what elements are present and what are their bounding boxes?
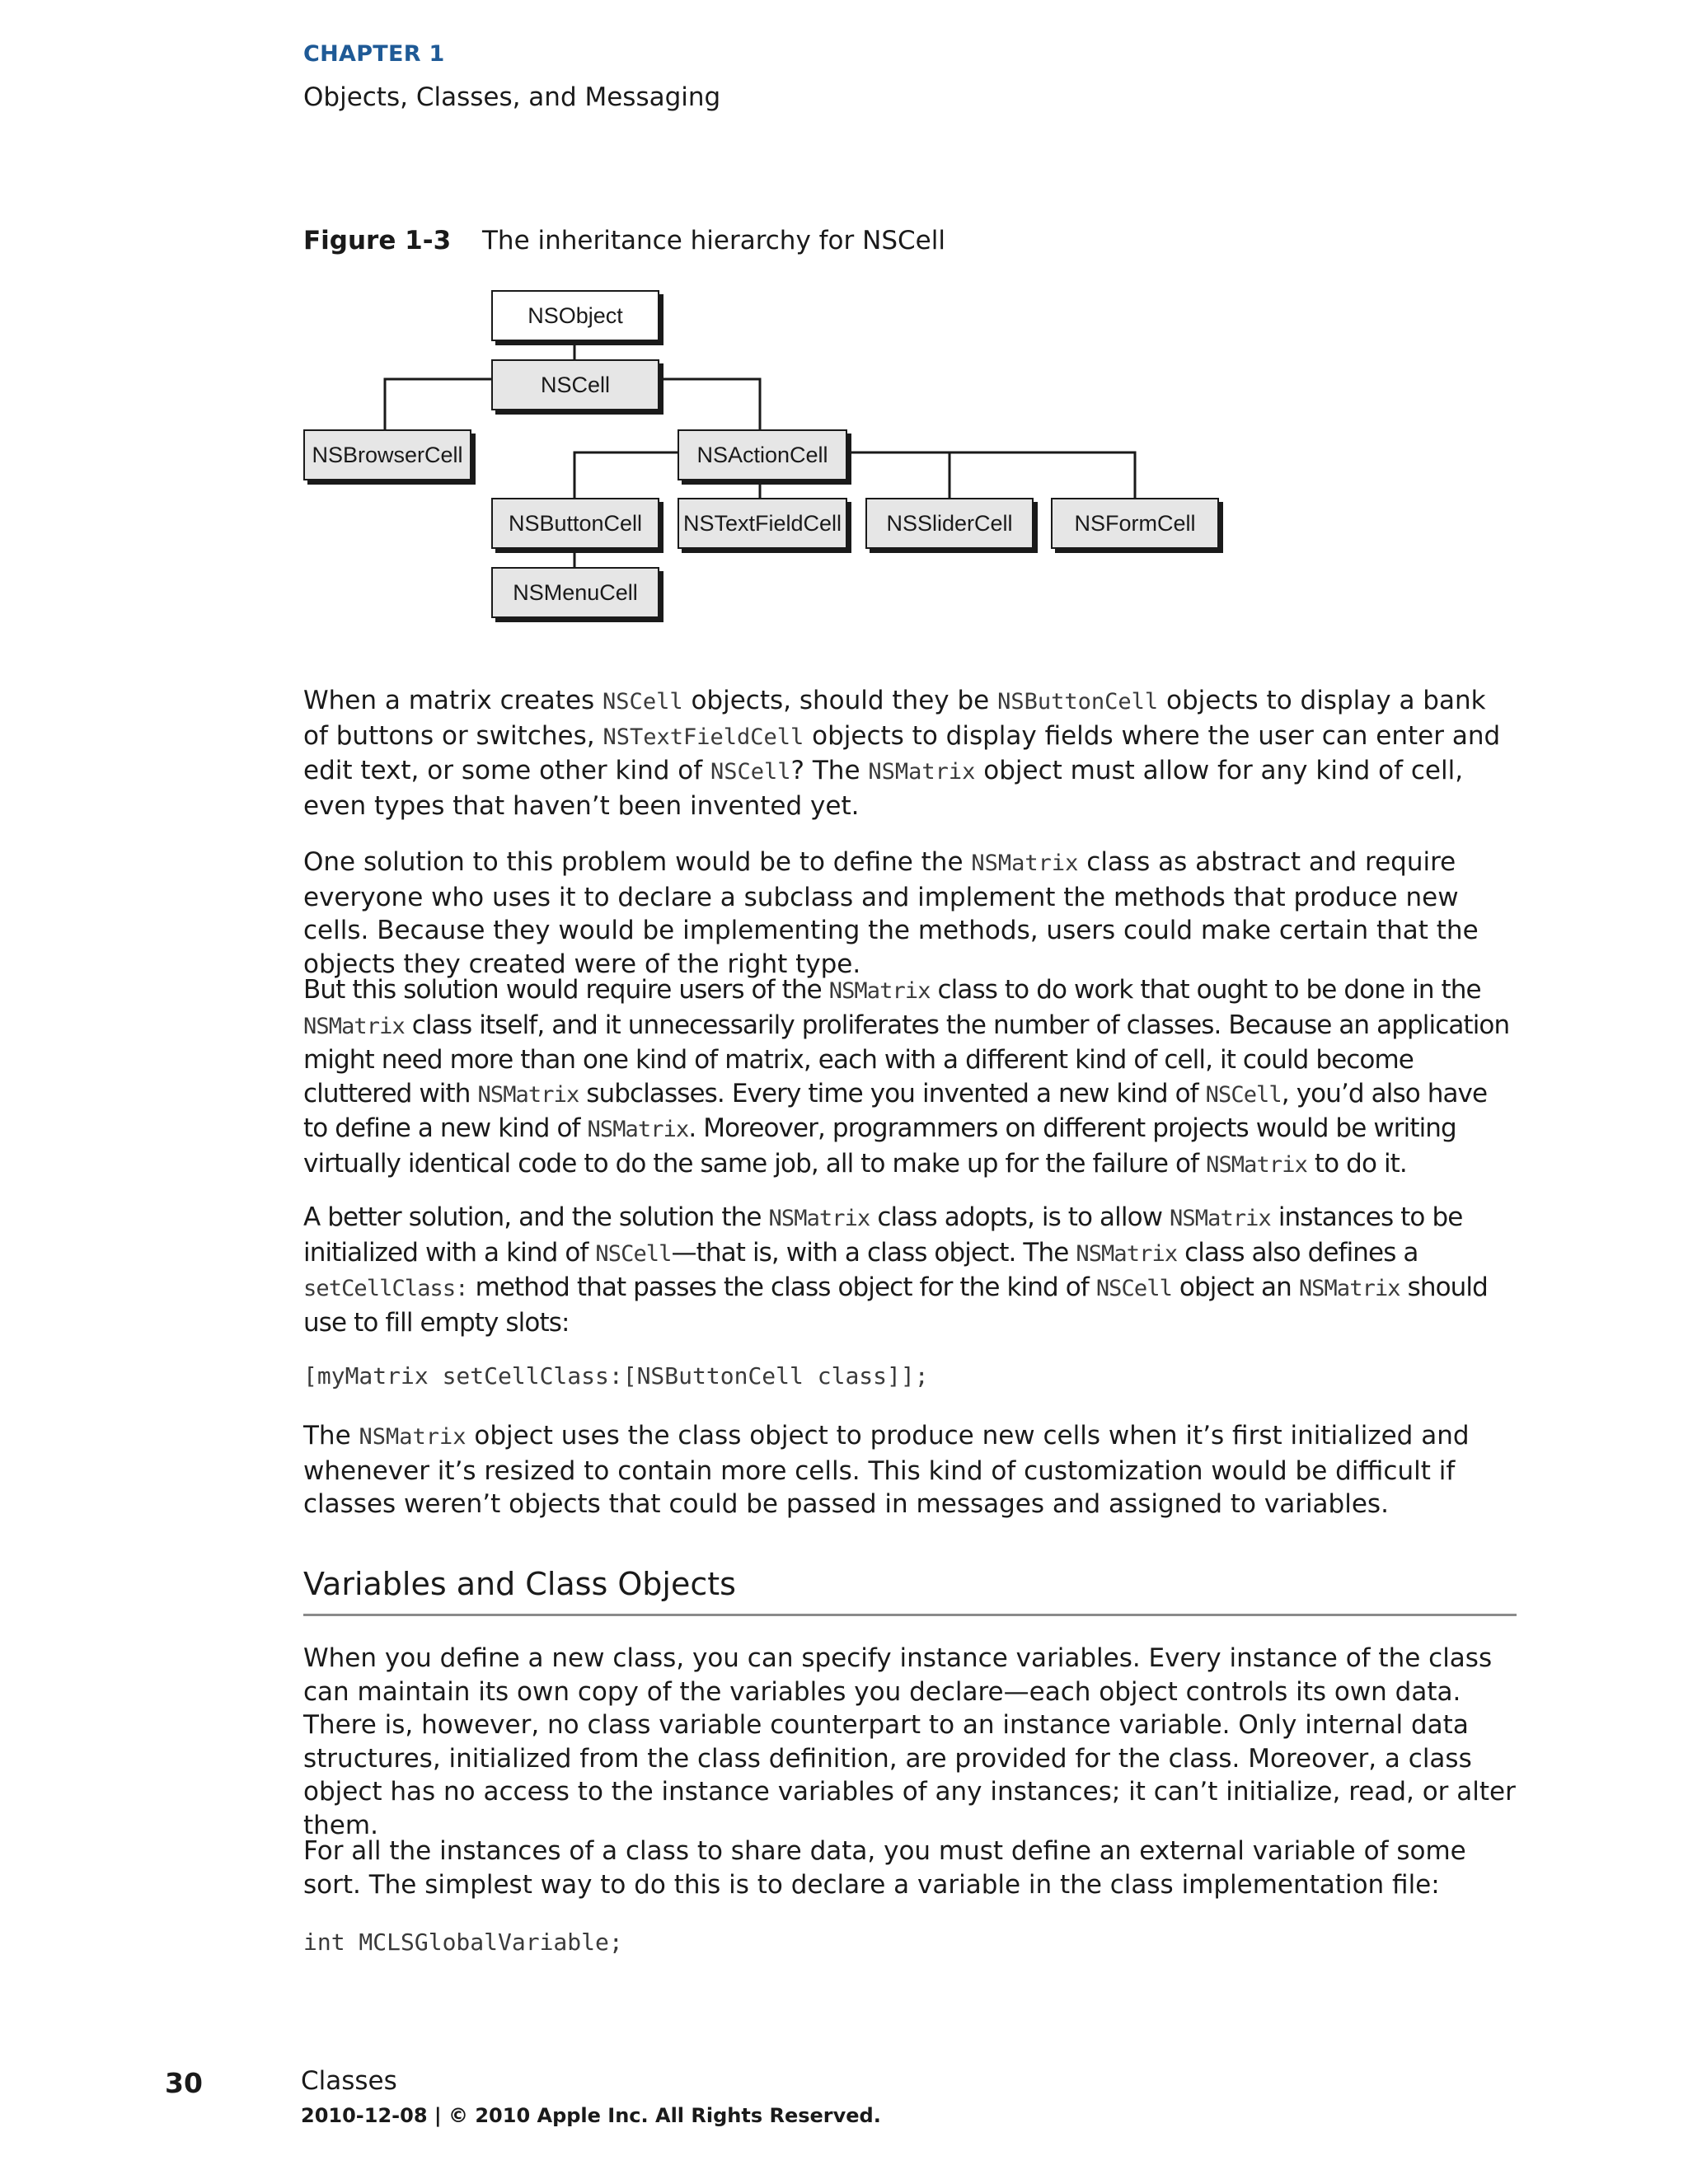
node-nsmenucell: NSMenuCell bbox=[491, 567, 659, 618]
inline-code: NSMatrix bbox=[1076, 1240, 1178, 1267]
inline-code: NSMatrix bbox=[828, 978, 931, 1004]
paragraph-instance-variables: When you define a new class, you can specify instance variables. Every instance of the class can maintain its own copy of the variables you declare—each object controls its own data. There is, however, no class variable counterpart to an instance variable. Only internal data structures, initialized from the class definition, are provided for the class. Moreover, a class object has no access to the instance variables of any instances; it can’t initialize, read, or alter them. bbox=[303, 1643, 1516, 1840]
inline-code: setCellClass: bbox=[303, 1276, 468, 1301]
node-nsslidercell: NSSliderCell bbox=[865, 498, 1034, 549]
figure-caption-text: The inheritance hierarchy for NSCell bbox=[482, 226, 945, 255]
chapter-title: Objects, Classes, and Messaging bbox=[303, 82, 721, 112]
section-heading: Variables and Class Objects bbox=[303, 1566, 1517, 1616]
paragraph-better-solution: A better solution, and the solution the NSMatrix class adopts, is to allow NSMatrix instances to be initialized with a kind of NSCell—that is, with a class object. The NSMatrix class also defines a setCellClass: method that passes the class object for the kind of NSCell object an NSMatrix should use to fill empty slots: bbox=[303, 1202, 1488, 1338]
paragraph-subclass-problem: But this solution would require users of the NSMatrix class to do work that ought to be done in the NSMatrix class itself, and it unnecessarily proliferates the number of classes. Because an application might need more than one kind of matrix, each with a different kind of cell, it could become cluttered with NSMatrix subclasses. Every time you invented a new kind of NSCell, you’d also have to define a new kind of NSMatrix. Moreover, programmers on different projects would be writing virtually identical code to do the same job, all to make up for the failure of NSMatrix to do it. bbox=[303, 975, 1510, 1179]
node-nstextfieldcell: NSTextFieldCell bbox=[678, 498, 847, 549]
paragraph-external-variable: For all the instances of a class to share data, you must define an external variable of some sort. The simplest way to do this is to declare a variable in the class implementation file: bbox=[303, 1836, 1466, 1900]
inheritance-diagram bbox=[0, 0, 1688, 643]
node-nsbrowsercell: NSBrowserCell bbox=[303, 429, 471, 480]
inline-code: NSMatrix bbox=[587, 1117, 689, 1142]
footer-section-title: Classes bbox=[301, 2066, 397, 2096]
node-nsformcell: NSFormCell bbox=[1051, 498, 1219, 549]
inline-code: NSCell bbox=[595, 1240, 672, 1267]
inline-code: NSCell bbox=[1095, 1276, 1172, 1301]
inline-code: NSMatrix bbox=[768, 1206, 870, 1231]
figure-caption bbox=[303, 226, 945, 255]
inline-code: NSMatrix bbox=[1298, 1276, 1400, 1301]
inline-code: NSMatrix bbox=[971, 851, 1079, 876]
inline-code: NSMatrix bbox=[359, 1424, 467, 1450]
inline-code: NSMatrix bbox=[868, 759, 976, 785]
inline-code: NSMatrix bbox=[1170, 1206, 1271, 1231]
code-example-global-variable: int MCLSGlobalVariable; bbox=[303, 1929, 623, 1956]
node-nscell: NSCell bbox=[491, 359, 659, 410]
paragraph-matrix-cells: When a matrix creates NSCell objects, should they be NSButtonCell objects to display a bank of buttons or switches, NSTextFieldCell objects to display fields where the user can enter and edit text, or some other kind of NSCell? The NSMatrix object must allow for any kind of cell, even types that haven’t been invented yet. bbox=[303, 686, 1501, 821]
figure-number: Figure 1-3 bbox=[303, 226, 452, 255]
paragraph-abstract-solution: One solution to this problem would be to define the NSMatrix class as abstract and require everyone who uses it to declare a subclass and implement the methods that produce new cells. Because they would be implementing the methods, users could make certain that the objects they created were of the right type. bbox=[303, 847, 1479, 979]
connector-nscell-nsactioncell bbox=[659, 379, 760, 429]
node-nsactioncell: NSActionCell bbox=[678, 429, 847, 480]
connector-nsactioncell-nsbuttoncell bbox=[574, 452, 678, 498]
inline-code: NSTextFieldCell bbox=[603, 724, 804, 750]
connector-nscell-nsbrowsercell bbox=[385, 379, 491, 429]
connector-nsactioncell-right bbox=[847, 452, 1135, 498]
node-nsobject: NSObject bbox=[491, 290, 659, 341]
page-number: 30 bbox=[165, 2067, 203, 2099]
paragraph-class-object-usage: The NSMatrix object uses the class object to produce new cells when it’s first initialized and whenever it’s resized to contain more cells. This kind of customization would be difficult if classes weren’t objects that could be passed in messages and assigned to variables. bbox=[303, 1421, 1470, 1519]
inline-code: NSMatrix bbox=[477, 1081, 579, 1108]
inline-code: NSCell bbox=[603, 689, 683, 715]
node-nsbuttoncell: NSButtonCell bbox=[491, 498, 659, 549]
inline-code: NSCell bbox=[1205, 1081, 1282, 1108]
inline-code: NSCell bbox=[710, 759, 791, 785]
footer-copyright: 2010-12-08 | © 2010 Apple Inc. All Rights Reserved. bbox=[301, 2104, 881, 2127]
inline-code: NSMatrix bbox=[303, 1013, 405, 1039]
chapter-label: CHAPTER 1 bbox=[303, 41, 445, 67]
inline-code: NSMatrix bbox=[1206, 1151, 1307, 1178]
code-example-setcellclass: [myMatrix setCellClass:[NSButtonCell class]]; bbox=[303, 1362, 929, 1390]
inline-code: NSButtonCell bbox=[997, 689, 1159, 715]
